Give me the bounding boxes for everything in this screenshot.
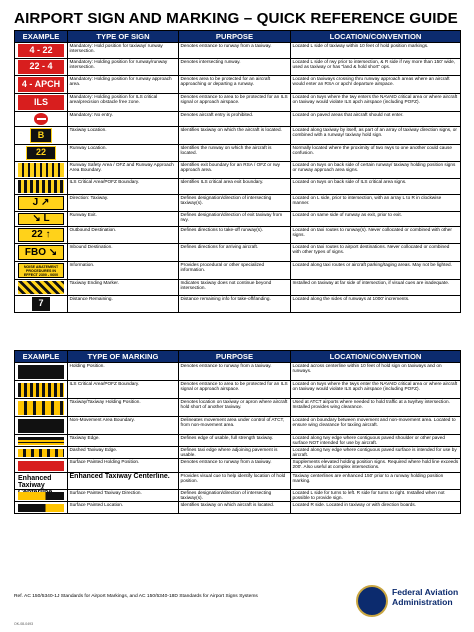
marking-purpose: Denotes location on taxiway or apron where aircraft hold short of another taxiway. — [179, 399, 291, 417]
marking-location: Located along twy edge where contiguous paved surface is intended for use by aircraft. — [291, 447, 461, 459]
direction-sign: J ↗ — [18, 196, 64, 210]
sign-purpose: Defines designation/direction of exit taxiway from rwy. — [179, 212, 291, 227]
sign-location: Located L side of taxiway within 10 feet of hold position markings. — [291, 43, 461, 59]
sign-purpose: Denotes entrance to area to be protected for an ILS signal or approach airspace. — [179, 94, 291, 112]
ils-boundary-sign — [18, 180, 64, 193]
sign-row — [15, 94, 461, 112]
sign-location: Located on paved areas that aircraft should not enter. — [291, 112, 461, 127]
sign-type: Mandatory: Holding position for ILS critical area/precision obstacle free zone. — [68, 94, 179, 112]
header-location: LOCATION/CONVENTION — [291, 351, 461, 363]
marking-example — [15, 447, 68, 459]
sign-example — [15, 94, 68, 112]
header-example: EXAMPLE — [15, 31, 68, 43]
sign-purpose: Indicates taxiway does not continue beyond intersection. — [179, 280, 291, 296]
sign-row — [15, 76, 461, 94]
sign-purpose: Identifies taxiway on which the aircraft is located. — [179, 127, 291, 145]
sign-purpose: Defines directions for arriving aircraft. — [179, 244, 291, 262]
mandatory-sign: 4 - 22 — [18, 44, 64, 57]
direction-sign: FBO ↘ — [18, 245, 64, 260]
sign-row — [15, 244, 461, 262]
sign-row — [15, 127, 461, 145]
marking-type: ILS Critical Area/POFZ Boundary. — [68, 381, 179, 399]
sign-example — [15, 179, 68, 195]
mandatory-sign: 22 - 4 — [18, 60, 64, 74]
marking-example — [15, 363, 68, 381]
sign-row — [15, 59, 461, 76]
sign-row — [15, 296, 461, 313]
marking-purpose: Defines taxi edge where adjoining pavement is usable. — [179, 447, 291, 459]
taxiway-ending-marker — [18, 281, 64, 294]
sign-location: Located on taxi routes to runway(s). Never collocated or combined with other signs. — [291, 227, 461, 244]
sign-example — [15, 227, 68, 244]
sign-row — [15, 262, 461, 280]
sign-example — [15, 162, 68, 179]
header-type: TYPE OF MARKING — [68, 351, 179, 363]
sign-purpose: Denotes entrance to runway from a taxiway. — [179, 43, 291, 59]
sign-type: Mandatory: No entry. — [68, 112, 179, 127]
marking-type: Dashed Taxiway Edge. — [68, 447, 179, 459]
sign-purpose: Distance remaining info for take-off/landing. — [179, 296, 291, 313]
sign-location: Located along taxiway by itself, as part of an array of taxiway direction signs, or combined with a runway/ taxiway hold sign. — [291, 127, 461, 145]
marking-purpose: Defines edge of usable, full strength taxiway. — [179, 435, 291, 447]
distance-remaining-sign: 7 — [32, 297, 50, 311]
header-example: EXAMPLE — [15, 351, 68, 363]
sign-type: Runway Safety Area / OFZ and Runway Approach Area Boundary. — [68, 162, 179, 179]
sign-type: Taxiway Location. — [68, 127, 179, 145]
marking-row — [15, 381, 461, 399]
sign-example — [15, 296, 68, 313]
header-location: LOCATION/CONVENTION — [291, 31, 461, 43]
sign-purpose: Denotes intersecting runway. — [179, 59, 291, 76]
sign-example — [15, 59, 68, 76]
page-title: AIRPORT SIGN AND MARKING – QUICK REFERENCE GUIDE — [14, 10, 458, 27]
marking-example — [15, 490, 68, 502]
marking-row — [15, 435, 461, 447]
doc-id: OK-08-0493 — [14, 622, 34, 626]
sign-purpose: Defines designation/direction of intersecting taxiway(s). — [179, 195, 291, 212]
marking-example — [15, 381, 68, 399]
marking-type: Enhanced Taxiway Centerline. — [68, 473, 179, 490]
marking-purpose: Provides visual cue to help identify location of hold position. — [179, 473, 291, 490]
marking-row — [15, 363, 461, 381]
sign-row — [15, 179, 461, 195]
sign-row — [15, 212, 461, 227]
marking-example — [15, 473, 68, 490]
sign-row — [15, 280, 461, 296]
sign-type: Taxiway Ending Marker. — [68, 280, 179, 296]
marking-example — [15, 417, 68, 435]
sign-location: Located on L side, prior to intersection, with an array L to R in clockwise manner. — [291, 195, 461, 212]
sign-example — [15, 112, 68, 127]
enhanced-centerline-caption: Enhanced Taxiway — [18, 475, 64, 488]
marking-swatch — [18, 492, 64, 500]
sign-purpose: Denotes area to be protected for an aircraft approaching or departing a runway. — [179, 76, 291, 94]
marking-swatch — [18, 461, 64, 471]
marking-type: Surface Painted Location. — [68, 502, 179, 514]
rsa-boundary-sign — [18, 163, 64, 177]
sign-type: Direction: Taxiway. — [68, 195, 179, 212]
marking-row — [15, 502, 461, 514]
marking-row — [15, 447, 461, 459]
mandatory-sign: 4 - APCH — [18, 77, 64, 92]
marking-location: Located on twys where the twys enter the NAVAID critical area or where aircraft on taxiway would violate ILS apch airspace (including POFZ). — [291, 381, 461, 399]
sign-location: Located on twys on back side of certain runway/ taxiway holding position signs or runway approach area signs. — [291, 162, 461, 179]
faa-name — [392, 587, 462, 607]
sign-example — [15, 262, 68, 280]
marking-location: Located on boundary between movement and non-movement area. Located to ensure wing clearance for taxiing aircraft. — [291, 417, 461, 435]
sign-row — [15, 227, 461, 244]
marking-purpose: Delineates movement area under control of ATCT, from non-movement area. — [179, 417, 291, 435]
no-entry-icon — [34, 113, 48, 125]
marking-swatch — [18, 383, 64, 397]
sign-purpose: Identifies ILS critical area exit boundary. — [179, 179, 291, 195]
sign-type: ILS Critical Area/POFZ Boundary. — [68, 179, 179, 195]
sign-location: Located along taxi routes or aircraft parking/taging areas. May not be lighted. — [291, 262, 461, 280]
dot-seal-icon — [356, 585, 388, 617]
sign-type: Mandatory: Hold position for taxiway/ runway intersection. — [68, 43, 179, 59]
marking-purpose: Identifies taxiway on which aircraft is located. — [179, 502, 291, 514]
marking-row — [15, 417, 461, 435]
direction-sign: 22 ↑ — [18, 228, 64, 242]
marking-type: Holding Position. — [68, 363, 179, 381]
sign-location: Located on taxiways crossing thru runway approach areas where an aircraft would enter an RSA or apch/ departure airspace. — [291, 76, 461, 94]
sign-example — [15, 244, 68, 262]
marking-swatch — [18, 504, 64, 512]
marking-row — [15, 490, 461, 502]
marking-type: Taxiway Edge. — [68, 435, 179, 447]
sign-purpose: Defines directions to take-off runway(s). — [179, 227, 291, 244]
sign-location: Located on taxi routes to airport destinations. Never collocated or combined with other types of signs. — [291, 244, 461, 262]
marking-location: Used at ATCT airports where needed to hold traffic at a twy/twy intersection. Installed provides wing clearance. — [291, 399, 461, 417]
marking-type: Non-Movement Area Boundary. — [68, 417, 179, 435]
marking-table — [14, 350, 461, 514]
header-purpose: PURPOSE — [179, 31, 291, 43]
marking-swatch — [18, 437, 64, 445]
marking-swatch — [18, 401, 64, 415]
sign-purpose: Identifies exit boundary for an RSA / OFZ or rwy approach area. — [179, 162, 291, 179]
sign-type: Runway Location. — [68, 145, 179, 162]
marking-purpose: Denotes entrance to area to be protected for an ILS signal or approach airspace. — [179, 381, 291, 399]
sign-location: Located on twys where the twy enters the NAVAID critical area or where aircraft on taxiway would violate ILS apch airspace (including POFZ). — [291, 94, 461, 112]
marking-purpose: Denotes entrance to runway from a taxiway. — [179, 459, 291, 473]
marking-row — [15, 473, 461, 490]
sign-example — [15, 43, 68, 59]
marking-example — [15, 435, 68, 447]
sign-example — [15, 280, 68, 296]
sign-purpose: Denotes aircraft entry is prohibited. — [179, 112, 291, 127]
sign-type: Distance Remaining. — [68, 296, 179, 313]
marking-swatch — [18, 449, 64, 457]
marking-type: Surface Painted Taxiway Direction. — [68, 490, 179, 502]
sign-location: Located L side of rwy prior to intersection, & R side if rwy more than 150' wide, used as taxiway or has "land & hold short" ops. — [291, 59, 461, 76]
sign-row — [15, 162, 461, 179]
sign-type: Mandatory: Holding position for runway approach area. — [68, 76, 179, 94]
header-type: TYPE OF SIGN — [68, 31, 179, 43]
marking-location: Located across centerline within 10 feet of hold sign on taxiways and on runways. — [291, 363, 461, 381]
marking-purpose: Defines designation/direction of intersecting taxiway(s). — [179, 490, 291, 502]
runway-location-sign: 22 — [26, 146, 56, 160]
sign-row — [15, 195, 461, 212]
marking-example — [15, 502, 68, 514]
marking-example — [15, 399, 68, 417]
marking-type: Taxiway/Taxiway Holding Position. — [68, 399, 179, 417]
marking-example — [15, 459, 68, 473]
marking-swatch — [18, 419, 64, 433]
sign-example — [15, 76, 68, 94]
marking-type: Surface Painted Holding Position. — [68, 459, 179, 473]
sign-location: Located along the sides of runways at 1000' increments. — [291, 296, 461, 313]
direction-sign: ↘ L — [18, 213, 64, 225]
sign-type: Outbound Destination. — [68, 227, 179, 244]
sign-row — [15, 43, 461, 59]
sign-type: Mandatory: Holding position for runway/runway intersection. — [68, 59, 179, 76]
sign-example — [15, 212, 68, 227]
marking-purpose: Denotes entrance to runway from a taxiway. — [179, 363, 291, 381]
header-purpose: PURPOSE — [179, 351, 291, 363]
information-sign: NOISE ABATEMENT PROCEDURES IN EFFECT 2300 - 0600 — [18, 263, 64, 278]
footer-reference: Ref. AC 150/5340-1J Standards for Airport Markings, and AC 150/5340-18D Standards for Airport Signs Systems — [14, 594, 258, 599]
sign-example — [15, 195, 68, 212]
sign-row — [15, 112, 461, 127]
sign-row — [15, 145, 461, 162]
marking-location: Located R side. Located in taxiway or with direction boards. — [291, 502, 461, 514]
marking-swatch — [18, 365, 64, 379]
marking-location: Located L side for turns to left. R side for turns to right. Installed when not possible to provide sign. — [291, 490, 461, 502]
sign-type: Inbound Destination. — [68, 244, 179, 262]
sign-table — [14, 30, 461, 313]
marking-row — [15, 399, 461, 417]
mandatory-sign: ILS — [18, 95, 64, 110]
marking-location: Supplements elevated holding position signs. Required where hold line exceeds 200'. Also useful at complex intersections. — [291, 459, 461, 473]
sign-purpose: Identifies the runway on which the aircraft is located. — [179, 145, 291, 162]
faa-name-line-2: Administration — [392, 597, 453, 607]
faa-name-line-1: Federal Aviation — [392, 587, 459, 597]
sign-location: Normally located where the proximity of two rwys to one another could cause confusion. — [291, 145, 461, 162]
sign-type: Information. — [68, 262, 179, 280]
sign-example — [15, 127, 68, 145]
sign-location: Located on twys on back side of ILS critical area signs. — [291, 179, 461, 195]
sign-location: Located on same side of runway as exit, prior to exit. — [291, 212, 461, 227]
marking-location: Located along twy edge where contiguous paved shoulder or other paved surface NOT intended for use by aircraft. — [291, 435, 461, 447]
marking-location: Taxiway centerlines are enhanced 150' prior to a runway holding position marking. — [291, 473, 461, 490]
sign-example — [15, 145, 68, 162]
sign-type: Runway Exit. — [68, 212, 179, 227]
sign-purpose: Provides procedural or other specialized information. — [179, 262, 291, 280]
sign-location: Installed on taxiway at far side of intersection, if visual cues are inadequate. — [291, 280, 461, 296]
location-sign: B — [30, 128, 52, 143]
marking-row — [15, 459, 461, 473]
